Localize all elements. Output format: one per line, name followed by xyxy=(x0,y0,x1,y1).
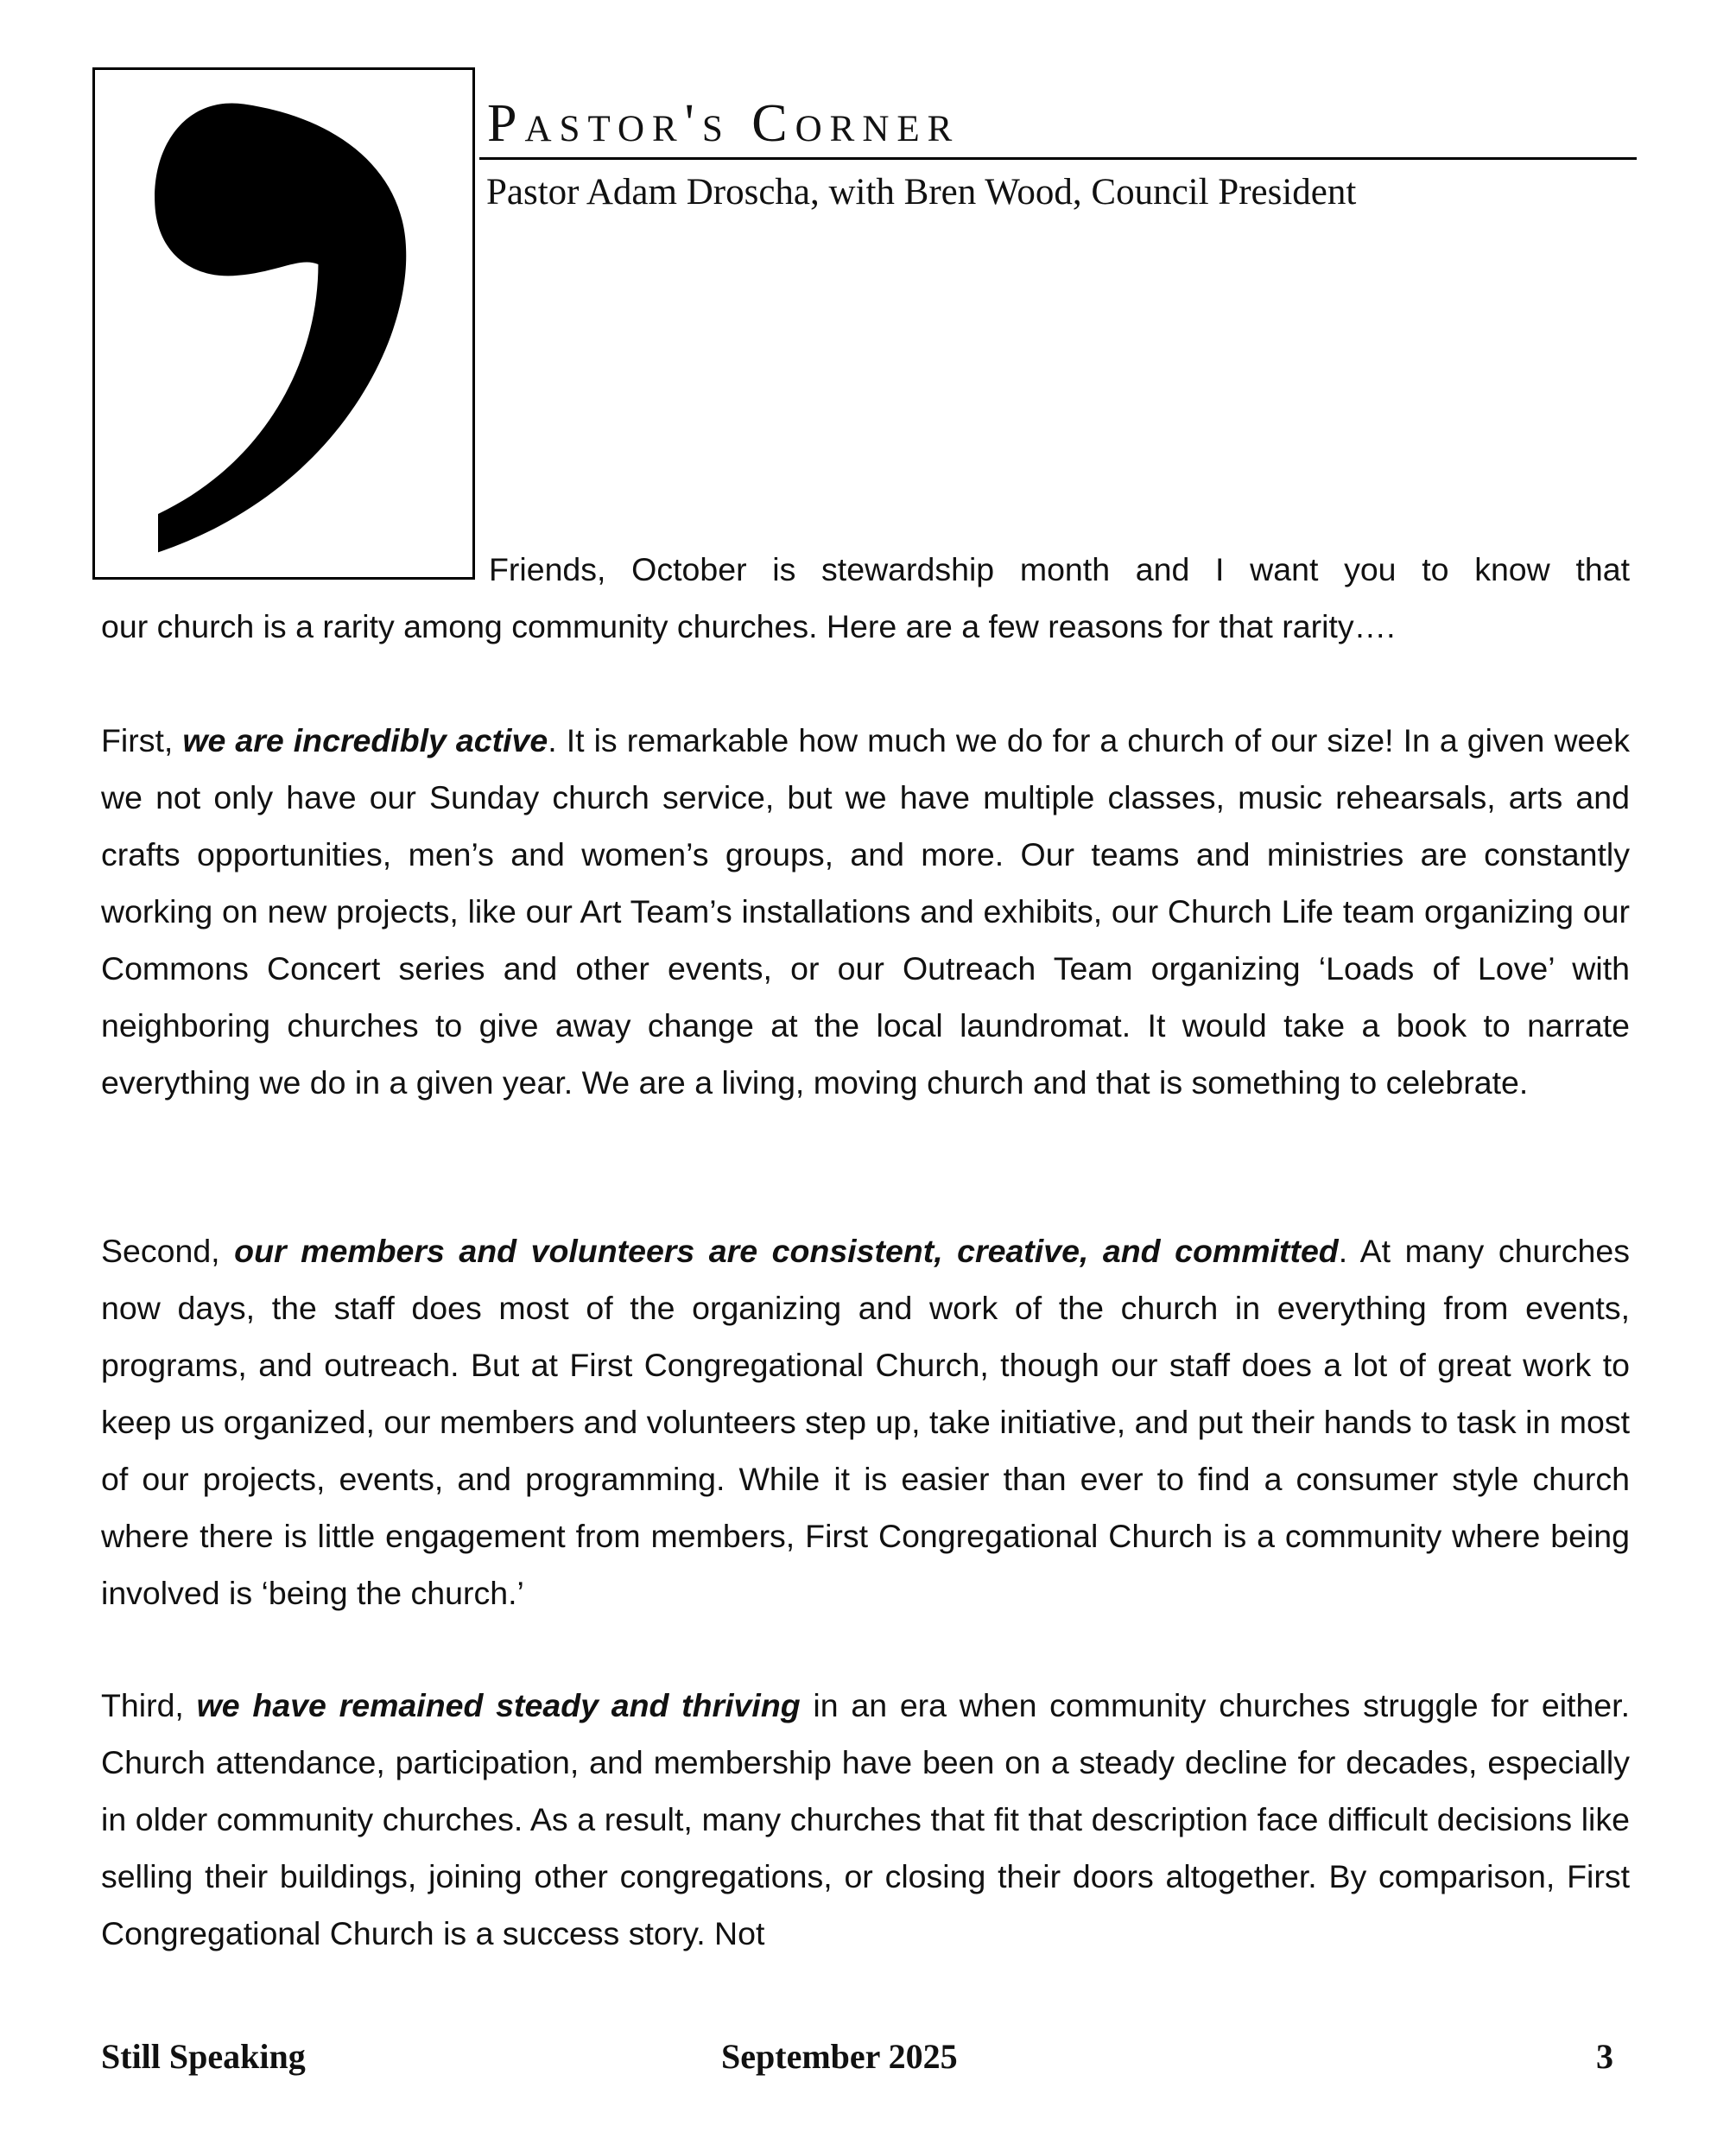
paragraph-text: . At many churches now days, the staff does most of the organizing and work of the church in everything from events, programs, and outreach. But at First Congregational Church, though our staff does a lot of great work to keep us organized, our members and volunteers step up, take initiative, and put their hands to task in most of our projects, events, and programming. While it is easier than ever to find a consumer style church where there is little engagement from members, First Congregational Church is a community where being involved is ‘being the church.’ xyxy=(101,1233,1630,1611)
paragraph-emphasis: our members and volunteers are consistent, creative, and committed xyxy=(234,1233,1339,1269)
footer-publication: Still Speaking xyxy=(101,2037,306,2076)
comma-logo xyxy=(92,67,475,580)
comma-icon xyxy=(95,70,472,577)
paragraph-first xyxy=(101,712,1630,1111)
intro-line-2: our church is a rarity among community churches. Here are a few reasons for that rarity…. xyxy=(101,608,1396,644)
paragraph-emphasis: we have remained steady and thriving xyxy=(196,1687,801,1723)
paragraph-text: in an era when community churches struggle for either. Church attendance, participation, and membership have been on a steady decline for decades, especially in older community churches. As a result, many churches that fit that description face difficult decisions like selling their buildings, joining other congregations, or closing their doors altogether. By comparison, First Congregational Church is a success story. Not xyxy=(101,1687,1631,1951)
paragraph-lead: First, xyxy=(101,722,183,758)
paragraph-emphasis: we are incredibly active xyxy=(182,722,548,758)
paragraph-lead: Third, xyxy=(101,1687,197,1723)
paragraph-text: . It is remarkable how much we do for a church of our size! In a given week we not only have our Sunday church service, but we have multiple classes, music rehearsals, arts and crafts opportunities, men’s and women’s groups, and more. Our teams and ministries are constantly working on new projects, like our Art Team’s installations and exhibits, our Church Life team organizing our Commons Concert series and other events, or our Outreach Team organizing ‘Loads of Love’ with neighboring churches to give away change at the local laundromat. It would take a book to narrate everything we do in a given year. We are a living, moving church and that is something to celebrate. xyxy=(101,722,1630,1101)
intro-line-1: Friends, October is stewardship month and I want you to know that xyxy=(489,551,1630,587)
page-number: 3 xyxy=(1596,2037,1613,2076)
footer-date: September 2025 xyxy=(721,2037,958,2076)
title-divider xyxy=(479,157,1637,160)
paragraph-lead: Second, xyxy=(101,1233,235,1269)
paragraph-third xyxy=(101,1677,1630,1962)
page-title: Pastor's Corner xyxy=(487,94,960,153)
byline: Pastor Adam Droscha, with Bren Wood, Council President xyxy=(486,172,1357,213)
paragraph-second xyxy=(101,1222,1630,1621)
